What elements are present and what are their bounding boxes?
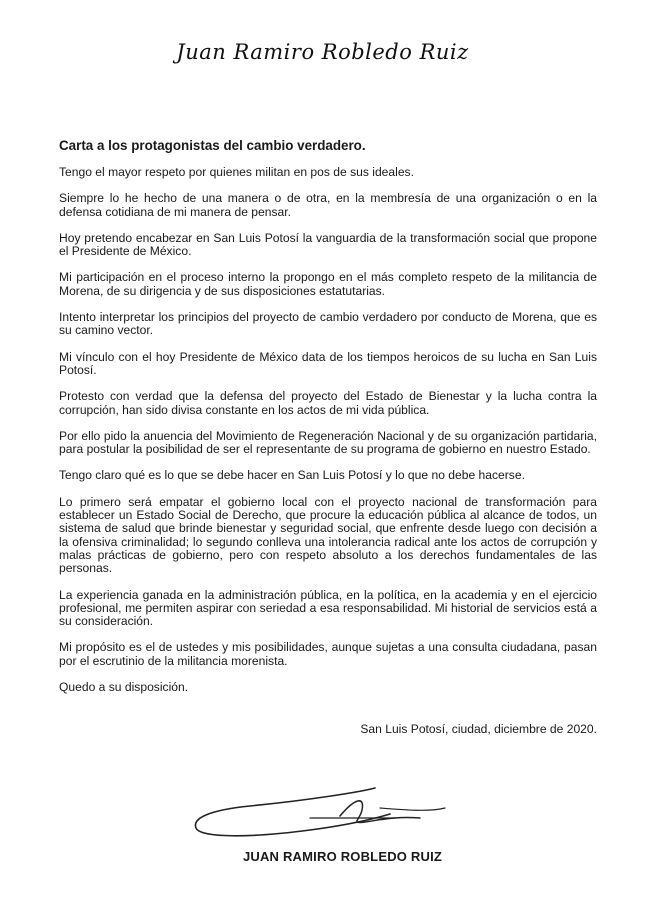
paragraph: Protesto con verdad que la defensa del proyecto del Estado de Bienestar y la lucha contra la corrupción, han sido divisa constante en los actos de mi vida pública. (59, 389, 597, 417)
handwritten-signature (190, 778, 450, 848)
paragraph: Tengo el mayor respeto por quienes militan en pos de sus ideales. (59, 165, 414, 179)
place-date: San Luis Potosí, ciudad, diciembre de 2020. (360, 722, 597, 736)
paragraph: Mi participación en el proceso interno la propongo en el más completo respeto de la militancia de Morena, de su dirigencia y de sus disposiciones estatutarias. (59, 270, 597, 298)
paragraph: Mi propósito es el de ustedes y mis posibilidades, aunque sujetas a una consulta ciudadana, pasan por el escrutinio de la militancia morenista. (59, 640, 597, 668)
paragraph: Lo primero será empatar el gobierno local con el proyecto nacional de transformación para establecer un Estado Social de Derecho, que procure la educación pública al alcance de todos, un sistema de salud que brinde bienestar y seguridad social, que enfrente desde luego con decisión a la ofensiva criminalidad; lo segundo conlleva una intolerancia radical ante los actos de corrupción y malas prácticas de gobierno, pero con respeto absoluto a los derechos fundamentales de las personas. (59, 494, 597, 576)
paragraph: Tengo claro qué es lo que se debe hacer en San Luis Potosí y lo que no debe hacerse. (59, 468, 525, 483)
paragraph: Por ello pido la anuencia del Movimiento de Regeneración Nacional y de su organización partidaria, para postular la posibilidad de ser el representante de su programa de gobierno en nuestro Estado. (59, 428, 597, 457)
closing-line: Quedo a su disposición. (59, 680, 189, 695)
paragraph: Hoy pretendo encabezar en San Luis Potosí la vanguardia de la transformación social que propone el Presidente de México. (59, 230, 597, 259)
paragraph: Siempre lo he hecho de una manera o de otra, en la membresía de una organización o en la defensa cotidiana de mi manera de pensar. (59, 191, 597, 219)
paragraph: Mi vínculo con el hoy Presidente de México data de los tiempos heroicos de su lucha en San Luis Potosí. (59, 349, 597, 377)
paragraph: La experiencia ganada en la administración pública, en la política, en la academia y en el ejercicio profesional, me permiten aspirar con seriedad a esa responsabilidad. Mi historial de servicios está a su consideración. (59, 587, 597, 629)
letter-title: Carta a los protagonistas del cambio verdadero. (59, 138, 366, 153)
letterhead-name: Juan Ramiro Robledo Ruiz (176, 40, 469, 64)
letter-body (59, 138, 597, 707)
paragraph: Intento interpretar los principios del proyecto de cambio verdadero por conducto de Morena, que es su camino vector. (59, 310, 597, 338)
signer-name: JUAN RAMIRO ROBLEDO RUIZ (242, 849, 443, 864)
